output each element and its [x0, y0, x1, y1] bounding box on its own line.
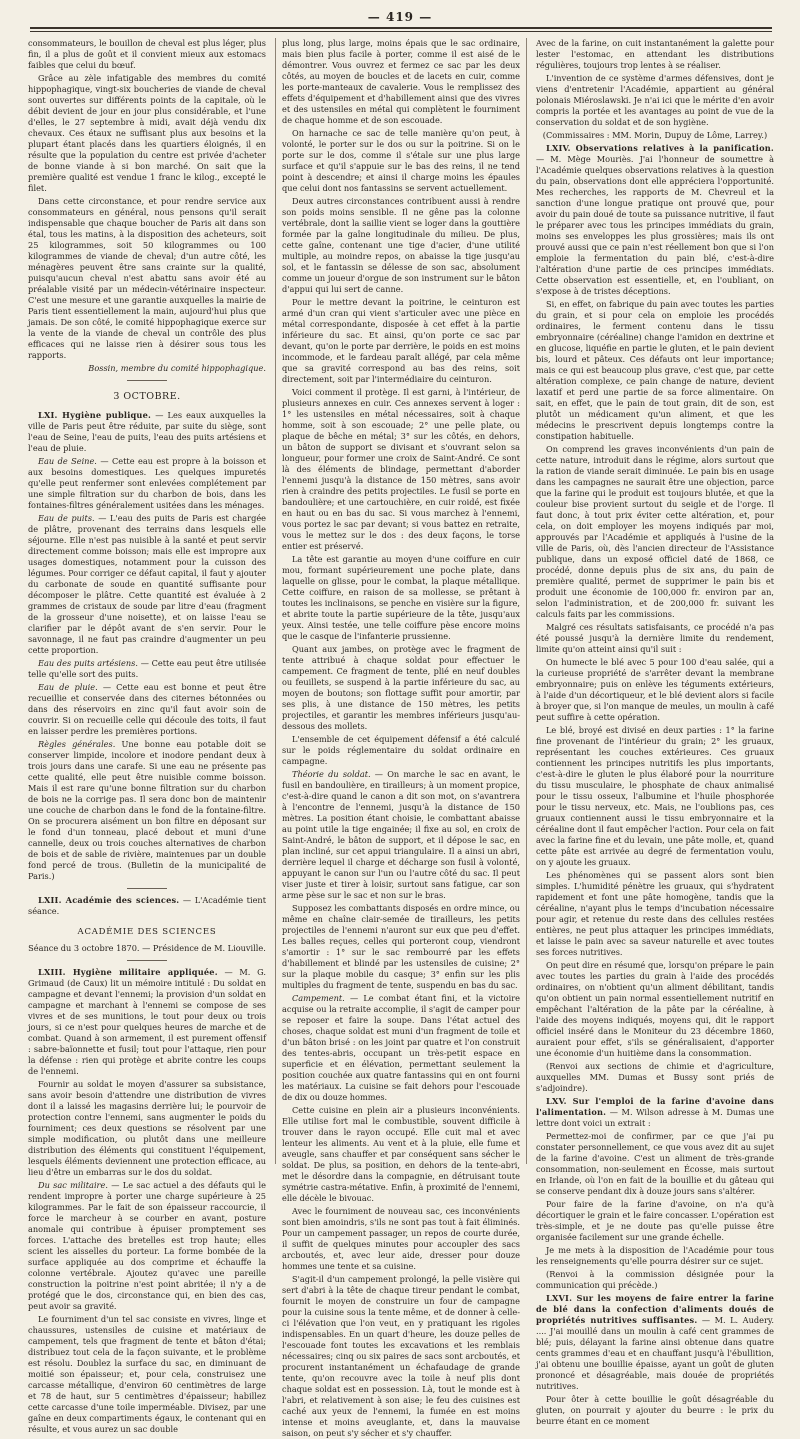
article [28, 967, 266, 1077]
paragraph: Avec de la farine, on cuit instantanément la galette pour lester l'estomac, en attendant les distributions régulières, toujours trop lentes à se réaliser. [536, 38, 774, 70]
paragraph: Deux autres circonstances contribuent aussi à rendre son poids moins sensible. Il ne gêne pas la colonne vertébrale, dont la saillie vient se loger dans la gouttière formée par la gaîne longitudinale du milieu. De plus, cette gaîne, contenant une tige d'acier, d'une utilité multiple, au moindre repos, on abaisse la tige jusqu'au sol, et le fantassin se délesse de son sac, absolument comme un joueur d'orgue de son instrument sur le bâton d'appui qui lui sert de canne. [282, 196, 520, 294]
paragraph: On comprend les graves inconvénients d'un pain de cette nature, introduit dans le régime, alors surtout que la ration de viande serait diminuée. Le pain bis en usage dans les campagnes ne saurait être une objection, parce que la farine qui le produit est toujours blutée, et que la couleur bise provient surtout du seigle et de l'orge. Il faut donc, à tout prix éviter cette altération, et, pour cela, on doit employer les moyens indiqués par moi, approuvés par l'Académie et appliqués à l'usine de la ville de Paris, où, dès l'ancien directeur de l'Assistance publique, dans un exposé officiel daté de 1868, ce procédé, donne depuis plus de six ans, du pain de première qualité, permet de supprimer le pain bis et produit une économie de 100,000 fr. environ par an, selon l'administration, et de 200,000 fr. suivant les calculs faits par les commissions. [536, 444, 774, 619]
article [28, 410, 266, 454]
commission-note: (Commissaires : MM. Morin, Dupuy de Lôme, Larrey.) [542, 130, 768, 140]
article-heading: LXIII. Hygiène militaire appliquée. [38, 967, 218, 977]
paragraph: L'ensemble de cet équipement défensif a été calculé sur le poids réglementaire du soldat ordinaire en campagne. [282, 734, 520, 766]
lead-term: Règles générales. [38, 739, 116, 749]
paragraph-text: — Le combat étant fini, et la victoire acquise ou la retraite accomplie, il s'agit de camper pour se reposer et faire la soupe. Dans l'état actuel des choses, chaque soldat est muni d'un fragment de toile et d'un bâton brisé : on les joint par quatre et l'on construit des tentes-abris, occupant un très-petit espace en superficie et en élévation, permettant seulement la position couchée aux quatre fantassins qui en ont fourni les matériaux. La cuisine se fait dehors pour l'escouade de dix ou douze hommes. [282, 993, 520, 1102]
paragraph-text: — Cette eau est bonne et peut être recueillie et conservée dans des citernes bétonnées ou dans des réservoirs en zinc qu'il faut avoir soin de couvrir. Si on recueille celle qui découle des toits, il faut en laisser perdre les premières portions. [28, 682, 267, 736]
paragraph-text: — Le sac actuel a des défauts qui le rendent impropre à porter une charge supérieure à 25 kilogrammes. Par le fait de son épaisseur raccourcie, il force le marcheur à se courber en avant, posture anomale qui contribue à épuiser promptement ses forces. L'attache des bretelles est trop haute; elles scient les aisselles du porteur. La forme bombée de la surface appliquée au dos comprime et échauffe la colonne vertébrale. Ajoutez qu'avec une pareille construction la poitrine n'est point abritée; il n'y a de protégé que le dos, circonstance qui, en bien des cas, peut avoir sa gravité. [28, 1180, 267, 1311]
separator [127, 888, 167, 889]
header-rule-thin [30, 31, 772, 32]
paragraph [28, 739, 266, 882]
column-right [536, 38, 775, 1426]
academy-title: ACADÉMIE DES SCIENCES [77, 927, 217, 937]
article-text: — M. G. Grimaud (de Caux) lit un mémoire intitulé : Du soldat en campagne et devant l'ennemi; la provision d'un soldat en campagne et marchant à l'ennemi se compose de ses vivres et de ses munitions, le tout pour deux ou trois jours, si ce n'est pour quelques heures de marche et de combat. Quand à son armement, il est purement offensif : sabre-baïonnette et fusil; tout pour l'attaque, rien pour la défense : rien qui protège et abrite contre les coups de l'ennemi. [28, 967, 266, 1076]
article [536, 1096, 774, 1129]
article [536, 143, 774, 297]
lead-term: Campement. [292, 993, 345, 1003]
paragraph: Le fourniment d'un tel sac consiste en vivres, linge et chaussures, ustensiles de cuisine et matériaux de campement, tels que fragment de tente et bâton d'étai; distribuez tout cela de la façon suivante, et le problème est résolu. Doublez la surface du sac, en diminuant de moitié son épaisseur; et, pour cela, construisez une carcasse métallique, d'environ 60 centimètres de large et 78 de haut, sur 5 centimètres d'épaisseur; habillez cette carcasse d'une toile imperméable. Divisez, par une gaîne en deux compartiments égaux, le contenant qui en résulte, et vous aurez un sac double [28, 1314, 266, 1434]
column-left [28, 38, 267, 1434]
paragraph: Supposez les combattants disposés en ordre mince, ou même en chaîne clair-semée de tirailleurs, les petits projectiles de l'ennemi n'auront sur eux que peu d'effet. Les balles reçues, celles qui porteront coup, viendront s'amortir : 1° sur le sac rembourré par les effets d'habillement et blindé par les ustensiles de cuisine; 2° sur la plaque mobile du casque; 3° enfin sur les plis multiples du fragment de tente, suspendu en bas du sac. [282, 903, 520, 990]
paragraph-text: — Cette eau est propre à la boisson et aux besoins domestiques. Les quelques impuretés qu'elle peut renfermer sont enlevées complétement par une simple filtration sur du charbon de bois, dans les fontaines-filtres généralement usitées dans les ménages. [28, 456, 267, 510]
separator [127, 380, 167, 381]
paragraph: Fournir au soldat le moyen d'assurer sa subsistance, sans avoir besoin d'attendre une distribution de vivres dont il a laissé les magasins derrière lui; le pourvoir de protection contre l'ennemi, sans augmenter le poids du fourniment; ces deux questions se résolvent par une simple modification, ou plutôt dans une meilleure distribution des éléments qui constituent l'équipement, lesquels éléments deviennent une protection efficace, au lieu d'être un embarras sur le dos du soldat. [28, 1079, 266, 1177]
paragraph: On harnache ce sac de telle manière qu'on peut, à volonté, le porter sur le dos ou sur la poitrine. Si on le porte sur le dos, comme il s'étale sur une plus large surface et qu'il s'appuie sur le bas des reins, il ne tend point à descendre; et ainsi il charge moins les épaules que celui dont nos fantassins se servent actuellement. [282, 128, 520, 193]
paragraph-text: — Cette eau peut être utilisée telle qu'elle sort des puits. [28, 658, 266, 679]
paragraph: On humecte le blé avec 5 pour 100 d'eau salée, qui a la curieuse propriété de s'arrêter devant la membrane embryonnaire; puis on enlève les téguments extérieurs, à l'aide d'un décortiqueur, et le blé devient alors si facile à broyer que, si l'on manque de meules, un moulin à café peut suffire à cette opération. [536, 657, 774, 722]
lead-term: Théorie du soldat. [292, 769, 371, 779]
article-text: — Les eaux auxquelles la ville de Paris peut être réduite, par suite du siège, sont l'eau de Seine, l'eau de puits, l'eau des puits artésiens et l'eau de pluie. [28, 410, 266, 453]
article-heading: LXV. Sur l'emploi de la farine d'avoine dans l'alimentation. [536, 1096, 774, 1117]
section-date: 3 OCTOBRE. [113, 391, 181, 402]
paragraph [28, 513, 266, 656]
article-heading: LXIV. Observations relatives à la panification. [546, 143, 774, 153]
lead-term: Eau des puits artésiens. [38, 658, 138, 668]
paragraph [28, 682, 266, 737]
session-line: Séance du 3 octobre 1870. — Présidence de M. Liouville. [28, 943, 266, 953]
article-heading: LXVI. Sur les moyens de faire entrer la farine de blé dans la confection d'aliments doués de propriétés nutritives suffisantes. [536, 1293, 774, 1325]
paragraph [282, 769, 520, 901]
column-middle [275, 38, 527, 1438]
paragraph: Pour ôter à cette bouillie le goût désagréable du gluten, on pourrait y ajouter du beurre : le prix du beurre étant en ce moment [536, 1394, 774, 1426]
header-rule [30, 27, 772, 29]
paragraph-text: — L'eau des puits de Paris est chargée de plâtre, provenant des terrains dans lesquels elle séjourne. Elle n'est pas nuisible à la santé et peut servir directement comme boisson; mais elle est impropre aux usages domestiques, notamment pour la cuisson des légumes. Pour corriger ce défaut capital, il faut y ajouter du carbonate de soude en quantité suffisante pour décomposer le plâtre. Cette quantité est évaluée à 2 grammes de cristaux de soude par litre d'eau (fragment de la grosseur d'une noisette), et on laisse l'eau se clarifier par le dépôt avant de s'en servir. Pour le savonnage, il ne faut pas craindre d'augmenter un peu cette proportion. [28, 513, 267, 655]
paragraph [282, 993, 520, 1103]
signature: Bossin, membre du comité hippophagique. [88, 363, 266, 373]
paragraph: Malgré ces résultats satisfaisants, ce procédé n'a pas été poussé jusqu'à la dernière limite du rendement, limite qu'on atteint ainsi qu'il suit : [536, 622, 774, 654]
paragraph: Dans cette circonstance, et pour rendre service aux consommateurs en général, nous pensons qu'il serait indispensable que chaque boucher de Paris ait dans son étal, tous les matins, à la disposition des acheteurs, soit 25 kilogrammes, soit 50 kilogrammes ou 100 kilogrammes de viande de cheval; d'un autre côté, les ménagères peuvent être sans crainte sur la qualité, puisqu'aucun cheval n'est abattu sans avoir été au préalable visité par un médecin-vétérinaire inspecteur. C'est une mesure et une garantie auxquelles la mairie de Paris tient essentiellement la main, aujourd'hui plus que jamais. De son côté, le comité hippophagique exerce sur la vente de la viande de cheval un contrôle des plus efficaces qui ne laisse rien à désirer sous tous les rapports. [28, 196, 266, 360]
paragraph: Cette cuisine en plein air a plusieurs inconvénients. Elle utilise fort mal le combustible, souvent difficile à trouver dans le rayon occupé. Elle cuit mal et avec lenteur les aliments. Au vent et à la pluie, elle fume et aveugle, sans chauffer et par conséquent sans sécher le soldat. De plus, sa position, en dehors de la tente-abri, met le désordre dans la compagnie, en détruisant toute symétrie castra-métative. Enfin, à proximité de l'ennemi, elle décèle le bivouac. [282, 1105, 520, 1203]
paragraph: La tête est garantie au moyen d'une coiffure en cuir mou, formant supérieurement une poche plate, dans laquelle on glisse, pour le combat, la plaque métallique. Cette coiffure, en raison de sa mollesse, se prêtant à toutes les inclinaisons, se penche en visière sur la figure, et abrite toute la partie supérieure de la tête, jusqu'aux yeux. Ainsi testée, une telle coiffure pèse encore moins que le casque de l'infanterie prussienne. [282, 554, 520, 641]
paragraph: Les phénomènes qui se passent alors sont bien simples. L'humidité pénètre les gruaux, qui s'hydratent rapidement et font une pâte homogène, tandis que la céréaline, n'ayant plus le temps d'incubation nécessaire pour agir, et retenue du reste dans des cellules restées entières, ne peut plus attaquer les principes immédiats, et laisse le pain avec sa saveur naturelle et avec toutes ses forces nutritives. [536, 870, 774, 957]
paragraph: Quant aux jambes, on protège avec le fragment de tente attribué à chaque soldat pour effectuer le campement. Ce fragment de tente, plié en neuf doubles ou feuillets, se suspend à la partie inférieure du sac, au moyen de boutons; son flottage suffit pour amortir, par ses plis, à une distance de 150 mètres, les petits projectiles, et garantir les membres inférieurs jusqu'au-dessous des mollets. [282, 644, 520, 731]
paragraph: On peut dire en résumé que, lorsqu'on prépare le pain avec toutes les parties du grain à l'aide des procédés ordinaires, on n'obtient qu'un aliment débilitant, tandis qu'on obtient un pain normal essentiellement nutritif en empêchant l'altération de la pâte par la céréaline, à l'aide des moyens indiqués, moyens qui, dit le rapport officiel inséré dans le Moniteur du 23 décembre 1860, auraient pour effet, s'ils se généralisaient, d'apporter une économie d'un huitième dans la consommation. [536, 960, 774, 1058]
paragraph: Pour le mettre devant la poitrine, le ceinturon est armé d'un cran qui vient s'articuler avec une pièce en métal correspondante, disposée à cet effet à la partie inférieure du sac. Et ainsi, qu'on porte ce sac par devant, qu'on le porte par derrière, le poids en est moins incommode, et le fardeau paraît allégé, par cela même que sa gravité correspond au bas des reins, soit directement, soit par l'intermédiaire du ceinturon. [282, 297, 520, 384]
article-heading: LXII. Académie des sciences. [38, 895, 180, 905]
lead-term: Eau de pluie. [38, 682, 98, 692]
article-text: — M. L. Audery. .... J'ai mouillé dans un moulin à café cent grammes de blé; puis, délayant la farine ainsi obtenue dans quatre cents grammes d'eau et en chauffant jusqu'à l'ébullition, j'ai obtenu une bouillie épaisse, ayant un goût de gluten prononcé et désagréable, mais douée de propriétés nutritives. [536, 1315, 775, 1391]
separator [127, 960, 167, 961]
article-heading: LXI. Hygiène publique. [38, 410, 152, 420]
article-text: — L'Académie tient séance. [28, 895, 266, 916]
paragraph [28, 456, 266, 511]
paragraph: Voici comment il protège. Il est garni, à l'intérieur, de plusieurs annexes en cuir. Ces annexes servent à loger : 1° les ustensiles en métal nécessaires, soit à chaque homme, soit à son escouade; 2° une pelle plate, ou plaque de bêche en métal; 3° sur les côtés, en dehors, un bâton de support se divisant et s'ouvrant selon sa longueur, pour former une croix de Saint-André. Ce sont là des éléments de blindage, permettant d'aborder l'ennemi jusqu'à la distance de 150 mètres, sans avoir rien à craindre des petits projectiles. Le fusil se porte en bandoulière; et une cartouchière, en cuir roidé, est fixée en haut ou en bas du sac. Si vous marchez à l'ennemi, vous portez le sac par devant; si vous battez en retraite, vous le mettez sur le dos : des deux façons, le torse entier est préservé. [282, 387, 520, 551]
article [28, 895, 266, 917]
paragraph [28, 1180, 266, 1312]
article [536, 1293, 774, 1392]
lead-term: Eau de Seine. [38, 456, 97, 466]
paragraph-text: Une bonne eau potable doit se conserver limpide, incolore et inodore pendant deux à trois jours dans une carafe. Si une eau ne présente pas cette qualité, elle peut être nuisible comme boisson. Mais il est rare qu'une bonne filtration sur du charbon de bois ne la corrige pas. Il sera donc bon de maintenir une couche de charbon dans le fond de la fontaine-filtre. On se procurera aisément un bon filtre en déposant sur le fond d'un tonneau, placé debout et muni d'une cannelle, deux ou trois couches alternatives de charbon de bois et de sable de rivière, maintenues par un double fond percé de trous. (Bulletin de la municipalité de Paris.) [28, 739, 266, 881]
paragraph: plus long, plus large, moins épais que le sac ordinaire, mais bien plus facile à porter, comme il est aisé de le démontrer. Vous ouvrez et fermez ce sac par les deux côtés, au moyen de boucles et de lacets en cuir, comme les porte-manteaux de cavalerie. Vous le remplissez des effets d'équipement et d'habillement ainsi que des vivres et des ustensiles en métal qui complètent le fourniment de chaque homme et de son escouade. [282, 38, 520, 125]
lead-term: Du sac militaire. [38, 1180, 108, 1190]
paragraph-text: — On marche le sac en avant, le fusil en bandoulière, en tirailleurs; à un moment propice, c'est-à-dire quand le canon a dit son mot, on s'avantrera à l'encontre de l'ennemi, jusqu'à la distance de 150 mètres. La position étant choisie, le combattant abaisse au point utile la tige engainée; il fixe au sol, en croix de Saint-André, le bâton de support, et il dépose le sac, en plan incliné, sur cet appui triangulaire. Il a ainsi un abri, derrière lequel il charge et décharge son fusil à volonté, appuyant le canon sur l'un ou l'autre côté du sac. Il peut viser juste et tirer à loisir, surtout sans fatigue, car son arme pèse sur le sac et non sur le bras. [282, 769, 520, 900]
paragraph [28, 658, 266, 680]
paragraph: Permettez-moi de confirmer, par ce que j'ai pu constater personnellement, ce que vous avez dit au sujet de la farine d'avoine. C'est un aliment de très-grande consommation, non-seulement en Écosse, mais surtout en Irlande, où l'on en fait de la bouillie et du gâteau qui se conserve pendant dix à douze jours sans s'altérer. [536, 1131, 774, 1196]
paragraph: Je me mets à la disposition de l'Académie pour tous les renseignements qu'elle pourra désirer sur ce sujet. [536, 1245, 774, 1266]
paragraph: consommateurs, le bouillon de cheval est plus léger, plus fin, il a plus de goût et il convient mieux aux estomacs faibles que celui du bœuf. [28, 38, 266, 70]
page-number: — 419 — [367, 10, 433, 24]
paragraph: Pour faire de la farine d'avoine, on n'a qu'à décortiquer le grain et le faire concasser. L'opération est très-simple, et je ne doute pas qu'elle puisse être organisée facilement sur une grande échelle. [536, 1199, 774, 1242]
paragraph: L'invention de ce système d'armes défensives, dont je viens d'entretenir l'Académie, appartient au général polonais Miéroslawski. Je n'ai ici que le mérite d'en avoir compris la portée et les avantages au point de vue de la conservation du soldat et de son hygiène. [536, 73, 774, 127]
paragraph: Grâce au zèle infatigable des membres du comité hippophagique, vingt-six boucheries de viande de cheval sont ouvertes sur différents points de la capitale, où le débit devient de jour en jour plus considérable, et l'une d'elles, le 27 septembre à midi, avait déjà vendu dix chevaux. Ces étaux ne suffisant plus aux besoins et la plupart étant placés dans les quartiers éloignés, il en résulte que la population du centre est privée d'acheter de bonne viande à si bon marché. On sait que la première qualité est vendue 1 franc le kilog., excepté le filet. [28, 73, 266, 193]
commission-note: (Renvoi aux sections de chimie et d'agriculture, auxquelles MM. Dumas et Bussy sont priés de s'adjoindre). [536, 1061, 774, 1093]
paragraph: Le blé, broyé est divisé en deux parties : 1° la farine fine provenant de l'intérieur du grain; 2° les gruaux, représentant les couches extérieures. Ces gruaux contiennent les principes nutritifs les plus importants, c'est-à-dire le gluten le plus élaboré pour la nourriture du tissu musculaire, le phosphate de chaux animalisé pour le tissu osseux, l'albumine et l'huile phosphorée pour le tissu nerveux, etc. Mais, ne l'oublions pas, ces gruaux contiennent aussi le tissu embryonnaire et la céréaline dont il faut empêcher l'action. Pour cela on fait avec la farine fine et du levain, une pâte molle, et, quand cette pâte est arrivée au degré de fermentation voulu, on y ajoute les gruaux. [536, 725, 774, 867]
article-text: — M. Wilson adresse à M. Dumas une lettre dont voici un extrait : [536, 1107, 774, 1128]
paragraph: Si, en effet, on fabrique du pain avec toutes les parties du grain, et si pour cela on emploie les procédés ordinaires, le ferment contenu dans le tissu embryonnaire (céréaline) change l'amidon en dextrine et en glucose, liquéfie en partie le gluten, et le pain devient bis, lourd et pâteux. Ces défauts ont leur importance; mais ce qui est beaucoup plus grave, c'est que, par cette altération complexe, ce pain change de nature, devient laxatif et perd une partie de sa force alimentaire. On sait, en effet, que le pain de tout grain, dit de son, est plutôt un médicament qu'un aliment, et que les médecins le prescrivent depuis longtemps contre la constipation habituelle. [536, 299, 774, 441]
text-columns [28, 38, 775, 1438]
paragraph: Avec le fourniment de nouveau sac, ces inconvénients sont bien amoindris, s'ils ne sont pas tout à fait éliminés. Pour un campement passager, un repos de courte durée, il suffit de quelques minutes pour accoupler des sacs arcboutés, et, avec leur aide, dresser pour douze hommes une tente et sa cuisine. [282, 1206, 520, 1271]
paragraph: S'agit-il d'un campement prolongé, la pelle visière qui sert d'abri à la tête de chaque tireur pendant le combat, fournit le moyen de construire un four de campagne pour la cuisine sous la tente même, et de donner à celle-ci l'élévation que l'on veut, en y pratiquant les rigoles indispensables. En un quart d'heure, les douze pelles de l'escouade font toutes les excavations et les remblais nécessaires; cinq ou six paires de sacs sont arcboutés, et procurent instantanément un échafaudage de grande tente, qu'on recouvre avec la toile à neuf plis dont chaque soldat est en possession. Là, tout le monde est à l'abri, et relativement à son aise; le feu des cuisines est caché aux yeux de l'ennemi, la fumée en est moins intense et moins aveuglante, et, dans la mauvaise saison, on peut s'y sécher et s'y chauffer. [282, 1274, 520, 1438]
article-text: — M. Mège Mouriès. J'ai l'honneur de soumettre à l'Académie quelques observations relatives à la question du pain, observations dont elle appréciera l'opportunité. Mes recherches, les rapports de M. Chevreul et la sanction d'une longue pratique ont prouvé que, pour avoir du pain doué de toute sa puissance nutritive, il faut le préparer avec tous les principes immédiats du grain, moins ses enveloppes les plus grossières; mais ils ont prouvé aussi que ce pain n'est réellement bon que si l'on emploie la fermentation du pain blé, c'est-à-dire l'altération d'une partie de ces principes immédiats. Cette observation est essentielle, et, en l'oubliant, on s'expose à de tristes déceptions. [536, 154, 774, 296]
commission-note: (Renvoi à la commission désignée pour la communication qui précède.) [536, 1269, 774, 1290]
lead-term: Eau de puits. [38, 513, 95, 523]
